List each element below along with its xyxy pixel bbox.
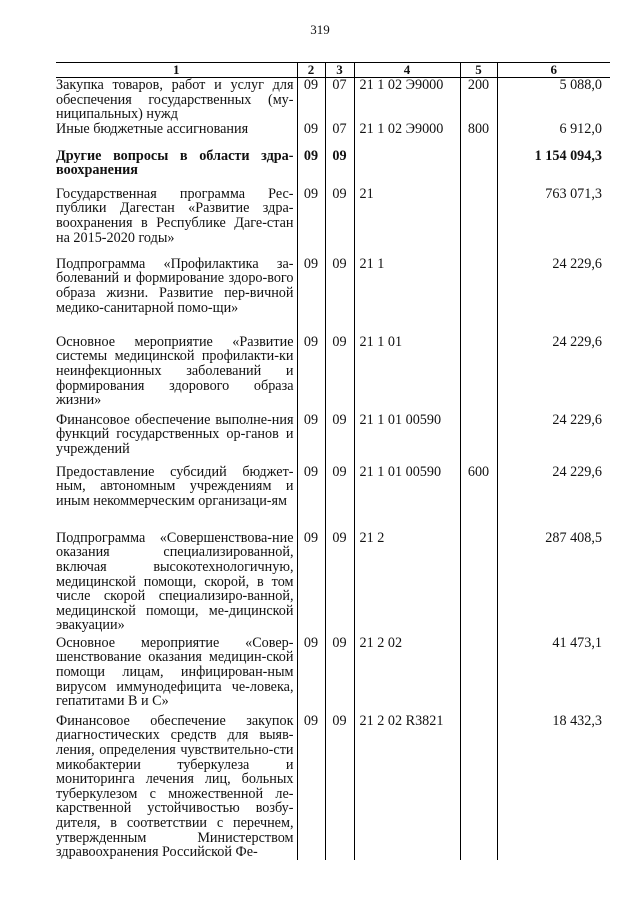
header-col-3: 3 bbox=[325, 63, 354, 78]
row-name: Основное мероприятие «Совер-шенствование оказания медицин-ской помощи лицам, инфицирован-ным вирусом иммунодефицита че-ловека, гепатитами В и С» bbox=[56, 634, 294, 710]
table-row bbox=[56, 149, 610, 187]
row-target-code: 21 bbox=[354, 187, 460, 257]
row-section: 09 bbox=[297, 257, 325, 335]
row-target-code: 21 1 bbox=[354, 257, 460, 335]
row-section: 09 bbox=[297, 187, 325, 257]
row-subsection: 09 bbox=[325, 636, 354, 714]
header-col-5: 5 bbox=[460, 63, 497, 78]
row-name: Подпрограмма «Профилактика за-болеваний и формирование здоро-вого образа жизни. Развитие пер-вичной медико-санитарной помо-щи» bbox=[56, 255, 294, 316]
row-subsection: 09 bbox=[325, 257, 354, 335]
row-target-code: 21 1 01 00590 bbox=[354, 465, 460, 531]
row-amount: 24 229,6 bbox=[497, 257, 610, 335]
row-section: 09 bbox=[297, 636, 325, 714]
row-name: Закупка товаров, работ и услуг для обеспечения государственных (му-ниципальных) нужд bbox=[56, 77, 294, 123]
table-header-row bbox=[56, 63, 610, 78]
header-col-6: 6 bbox=[497, 63, 610, 78]
row-target-code: 21 2 bbox=[354, 531, 460, 636]
row-name: Другие вопросы в области здра-воохранения bbox=[56, 147, 294, 179]
row-amount: 41 473,1 bbox=[497, 636, 610, 714]
table-body bbox=[56, 78, 610, 860]
row-expense-type bbox=[460, 413, 497, 465]
table-row bbox=[56, 465, 610, 531]
header-col-4: 4 bbox=[354, 63, 460, 78]
row-name: Подпрограмма «Совершенствова-ние оказания специализированной, включая высокотехнологичную, медицинской помощи, скорой, в том числе скорой специализиро-ванной, медицинской помощи, ме-дицинской эвакуации» bbox=[56, 529, 294, 634]
row-name: Основное мероприятие «Развитие системы медицинской профилакти-ки неинфекционных заболеваний и формирования здорового образа жизни» bbox=[56, 333, 294, 409]
row-section: 09 bbox=[297, 78, 325, 122]
row-expense-type: 600 bbox=[460, 465, 497, 531]
row-expense-type: 800 bbox=[460, 122, 497, 149]
row-expense-type bbox=[460, 335, 497, 413]
row-section: 09 bbox=[297, 531, 325, 636]
row-expense-type bbox=[460, 636, 497, 714]
row-target-code: 21 2 02 bbox=[354, 636, 460, 714]
table-row bbox=[56, 531, 610, 636]
row-section: 09 bbox=[297, 413, 325, 465]
row-expense-type bbox=[460, 714, 497, 860]
row-section: 09 bbox=[297, 714, 325, 860]
row-subsection: 09 bbox=[325, 531, 354, 636]
row-expense-type bbox=[460, 149, 497, 187]
table-row bbox=[56, 413, 610, 465]
row-subsection: 09 bbox=[325, 413, 354, 465]
row-expense-type bbox=[460, 187, 497, 257]
row-section: 09 bbox=[297, 465, 325, 531]
row-target-code bbox=[354, 149, 460, 187]
row-name: Государственная программа Рес-публики Дагестан «Развитие здра-воохранения в Республике Даге-стан на 2015-2020 годы» bbox=[56, 185, 294, 246]
row-subsection: 09 bbox=[325, 714, 354, 860]
row-target-code: 21 1 02 Э9000 bbox=[354, 122, 460, 149]
table-row bbox=[56, 187, 610, 257]
row-section: 09 bbox=[297, 122, 325, 149]
row-name: Иные бюджетные ассигнования bbox=[56, 120, 249, 137]
row-amount: 24 229,6 bbox=[497, 413, 610, 465]
table-row bbox=[56, 714, 610, 860]
row-section: 09 bbox=[297, 335, 325, 413]
row-expense-type bbox=[460, 257, 497, 335]
table-row bbox=[56, 122, 610, 149]
row-target-code: 21 1 02 Э9000 bbox=[354, 78, 460, 122]
row-subsection: 07 bbox=[325, 78, 354, 122]
table-row bbox=[56, 78, 610, 122]
table-row bbox=[56, 335, 610, 413]
row-expense-type: 200 bbox=[460, 78, 497, 122]
table-row bbox=[56, 636, 610, 714]
row-amount: 5 088,0 bbox=[497, 78, 610, 122]
row-subsection: 09 bbox=[325, 149, 354, 187]
header-col-2: 2 bbox=[297, 63, 325, 78]
row-amount: 24 229,6 bbox=[497, 335, 610, 413]
row-subsection: 09 bbox=[325, 335, 354, 413]
row-name: Финансовое обеспечение закупок диагностических средств для выяв-ления, определения чувствительно-сти микобактерии туберкулеза и мониторинга лечения лиц, больных туберкулезом с множественной ле-карственной устойчивостью возбу-дителя, в соответствии с перечнем, утвержденным Министерством здравоохранения Российской Фе- bbox=[56, 712, 294, 861]
row-amount: 18 432,3 bbox=[497, 714, 610, 860]
row-name: Финансовое обеспечение выполне-ния функций государственных ор-ганов и учреждений bbox=[56, 411, 294, 457]
row-amount: 763 071,3 bbox=[497, 187, 610, 257]
budget-table bbox=[56, 62, 610, 860]
row-amount: 1 154 094,3 bbox=[497, 149, 610, 187]
row-amount: 6 912,0 bbox=[497, 122, 610, 149]
row-target-code: 21 2 02 R3821 bbox=[354, 714, 460, 860]
row-amount: 24 229,6 bbox=[497, 465, 610, 531]
row-name: Предоставление субсидий бюджет-ным, автономным учреждениям и иным некоммерческим организаци-ям bbox=[56, 463, 294, 509]
row-subsection: 07 bbox=[325, 122, 354, 149]
row-subsection: 09 bbox=[325, 187, 354, 257]
row-expense-type bbox=[460, 531, 497, 636]
page-number: 319 bbox=[310, 22, 330, 37]
row-section: 09 bbox=[297, 149, 325, 187]
table-row bbox=[56, 257, 610, 335]
row-target-code: 21 1 01 00590 bbox=[354, 413, 460, 465]
row-subsection: 09 bbox=[325, 465, 354, 531]
row-target-code: 21 1 01 bbox=[354, 335, 460, 413]
row-amount: 287 408,5 bbox=[497, 531, 610, 636]
header-col-1: 1 bbox=[56, 63, 297, 78]
